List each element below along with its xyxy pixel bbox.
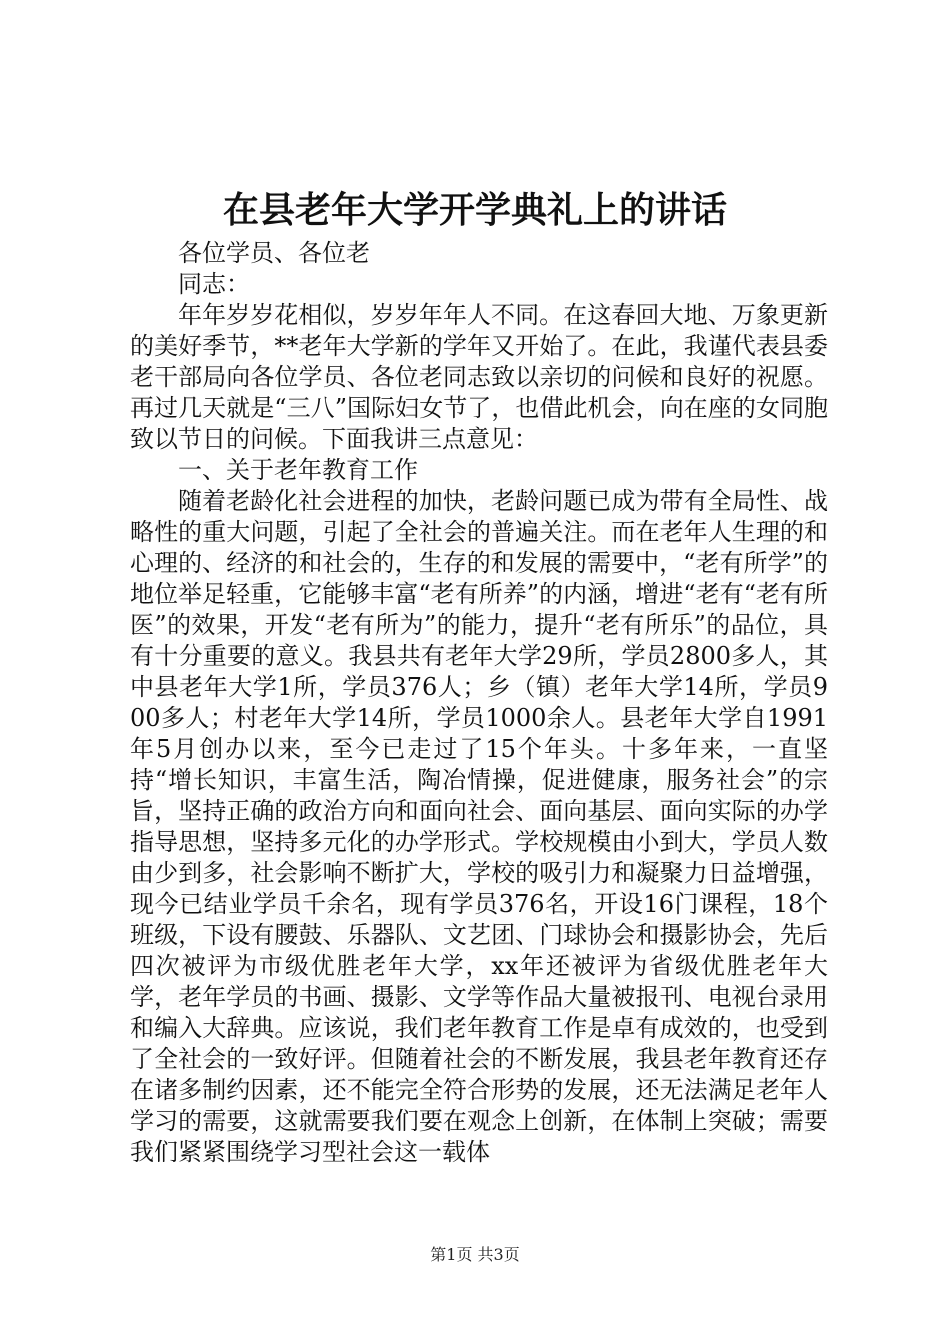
salutation-line-2: 同志： [178,270,250,298]
page-footer: 第1页 共3页 [430,1245,520,1264]
document-body [130,238,828,1168]
salutation-line-1: 各位学员、各位老 [178,239,370,267]
section-1-paragraph: 随着老龄化社会进程的加快，老龄问题已成为带有全局性、战略性的重大问题，引起了全社会的普遍关注。而在老年人生理的和心理的、经济的和社会的，生存的和发展的需要中，“老有所学”的地位举足轻重，它能够丰富“老有所养”的内涵，增进“老有“老有所医”的效果，开发“老有所为”的能力，提升“老有所乐”的品位，具有十分重要的意义。我县共有老年大学29所，学员2800多人，其中县老年大学1所，学员376人；乡（镇）老年大学14所，学员900多人；村老年大学14所，学员1000余人。县老年大学自1991年5月创办以来，至今已走过了15个年头。十多年来，一直坚持“增长知识，丰富生活，陶冶情操，促进健康，服务社会”的宗旨，坚持正确的政治方向和面向社会、面向基层、面向实际的办学指导思想，坚持多元化的办学形式。学校规模由小到大，学员人数由少到多，社会影响不断扩大，学校的吸引力和凝聚力日益增强，现今已结业学员千余名，现有学员376名，开设16门课程，18个班级，下设有腰鼓、乐器队、文艺团、门球协会和摄影协会，先后四次被评为市级优胜老年大学，xx年还被评为省级优胜老年大学，老年学员的书画、摄影、文学等作品大量被报刊、电视台录用和编入大辞典。应该说，我们老年教育工作是卓有成效的，也受到了全社会的一致好评。但随着社会的不断发展，我县老年教育还存在诸多制约因素，还不能完全符合形势的发展，还无法满足老年人学习的需要，这就需要我们要在观念上创新，在体制上突破；需要我们紧紧围绕学习型社会这一载体 [130,487,828,1166]
document-title: 在县老年大学开学典礼上的讲话 [222,189,727,231]
opening-paragraph: 年年岁岁花相似，岁岁年年人不同。在这春回大地、万象更新的美好季节，**老年大学新的学年又开始了。在此，我谨代表县委老干部局向各位学员、各位老同志致以亲切的问候和良好的祝愿。再过几天就是“三八”国际妇女节了，也借此机会，向在座的女同胞致以节日的问候。下面我讲三点意见： [130,301,828,453]
section-heading-1: 一、关于老年教育工作 [178,456,418,484]
